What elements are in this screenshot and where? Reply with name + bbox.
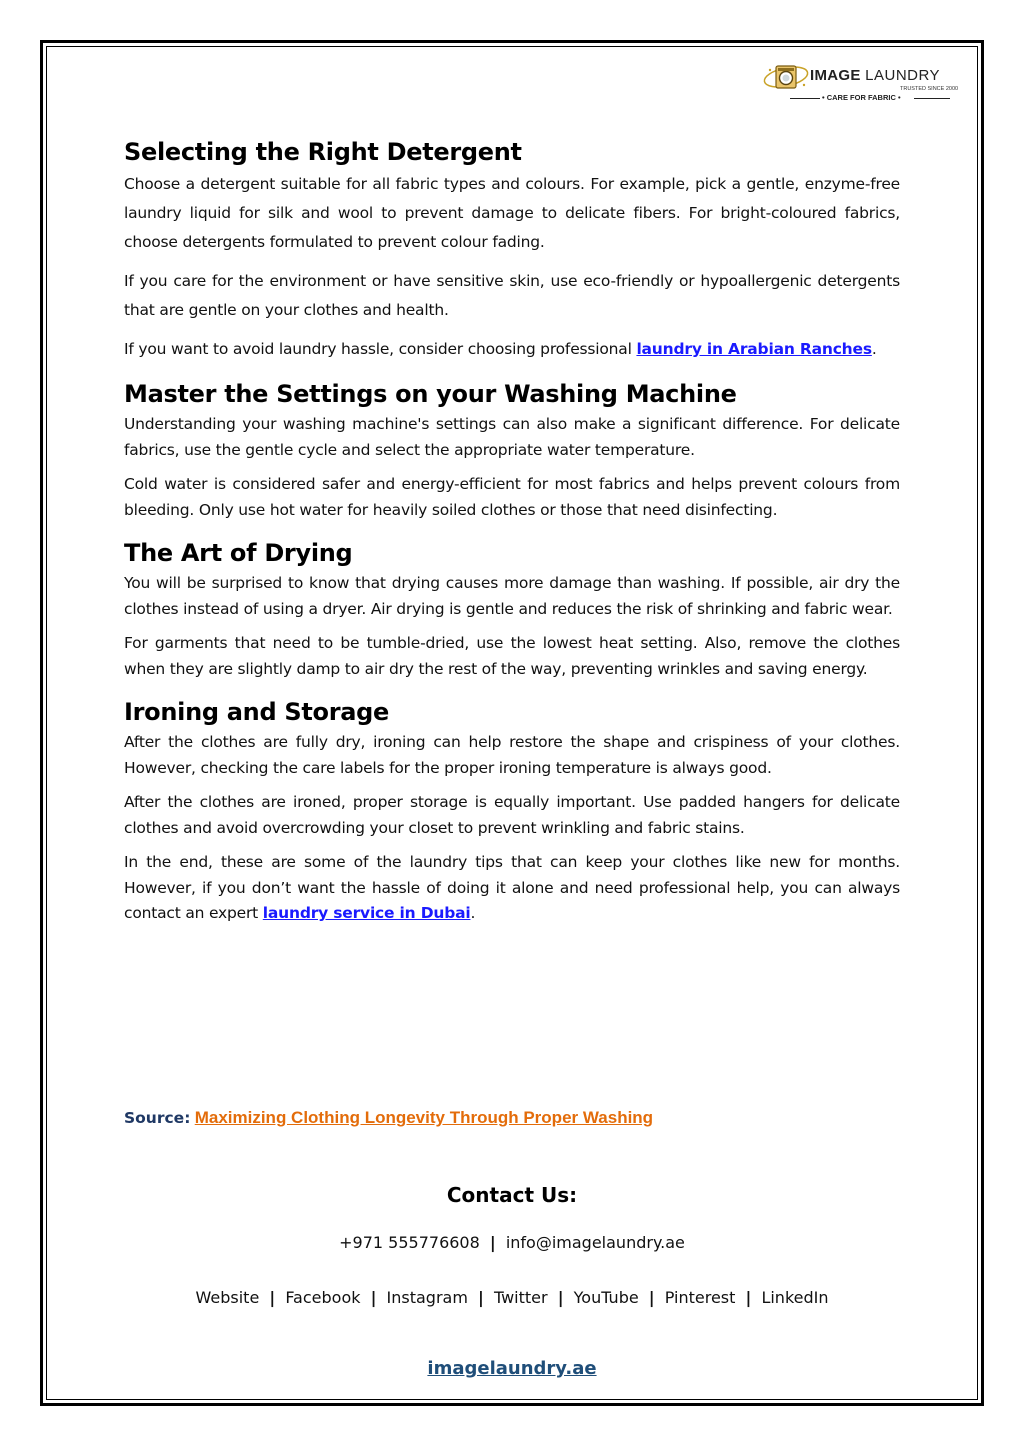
section-heading: Selecting the Right Detergent [124, 138, 522, 166]
laundry-service-dubai-link[interactable]: laundry service in Dubai [262, 904, 471, 922]
logo-brand-word: IMAGE [810, 67, 866, 84]
separator: | [478, 1288, 484, 1307]
twitter-link[interactable]: Twitter [493, 1288, 548, 1307]
pinterest-link[interactable]: Pinterest [664, 1288, 736, 1307]
image-laundry-logo [762, 58, 958, 108]
email-address[interactable]: info@imagelaundry.ae [505, 1233, 685, 1252]
site-url [0, 1358, 1024, 1379]
logo-rule-left [790, 98, 820, 99]
separator: | [557, 1288, 564, 1307]
source-line [124, 1108, 653, 1128]
facebook-link[interactable]: Facebook [285, 1288, 361, 1307]
section-heading: Ironing and Storage [124, 698, 390, 726]
paragraph: Choose a detergent suitable for all fabric types and colours. For example, pick a gentle, enzyme-free laundry liquid for silk and wool to prevent damage to delicate fibers. For bright-coloured fabrics, choose detergents formulated to prevent colour fading. [124, 175, 900, 251]
paragraph-text: . [871, 340, 877, 358]
logo-care-label: CARE FOR FABRIC [826, 93, 896, 102]
section-detergent [124, 134, 900, 364]
paragraph-text: If you want to avoid laundry hassle, consider choosing professional [124, 340, 637, 358]
laundry-arabian-ranches-link[interactable]: laundry in Arabian Ranches [636, 340, 872, 358]
contact-phone-email-line [0, 1233, 1024, 1252]
paragraph: Cold water is considered safer and energy-efficient for most fabrics and helps prevent colours from bleeding. Only use hot water for heavily soiled clothes or those that need disinfecting. [124, 475, 900, 519]
separator: | [489, 1233, 496, 1252]
paragraph-text: . [470, 904, 476, 922]
logo-brand-word: LAUNDRY [865, 67, 941, 84]
paragraph: After the clothes are ironed, proper storage is equally important. Use padded hangers for delicate clothes and avoid overcrowding your closet to prevent wrinkling and fabric stains. [124, 793, 900, 837]
section-heading: The Art of Drying [124, 539, 353, 567]
paragraph-with-link [124, 850, 900, 927]
article-body [124, 134, 900, 936]
linkedin-link[interactable]: LinkedIn [761, 1288, 829, 1307]
section-ironing-storage [124, 694, 900, 927]
section-drying [124, 535, 900, 682]
separator: | [648, 1288, 655, 1307]
logo-brand-text [810, 67, 940, 84]
instagram-link[interactable]: Instagram [386, 1288, 468, 1307]
paragraph: For garments that need to be tumble-dried, use the lowest heat setting. Also, remove the clothes when they are slightly damp to air dry the rest of the way, preventing wrinkles and saving energy. [124, 634, 900, 678]
logo-rule-right [914, 98, 950, 99]
logo-care-text: • CARE FOR FABRIC • [822, 93, 901, 102]
social-links-line [0, 1288, 1024, 1307]
logo-tagline: TRUSTED SINCE 2000 [900, 86, 959, 92]
separator: | [269, 1288, 276, 1307]
paragraph: If you care for the environment or have sensitive skin, use eco-friendly or hypoallergenic detergents that are gentle on your clothes and health. [124, 272, 900, 319]
imagelaundry-site-link[interactable]: imagelaundry.ae [427, 1358, 597, 1379]
section-washing-machine [124, 376, 900, 523]
paragraph: You will be surprised to know that drying causes more damage than washing. If possible, air dry the clothes instead of using a dryer. Air drying is gentle and reduces the risk of shrinking and fabric wear. [124, 574, 900, 618]
youtube-link[interactable]: YouTube [573, 1288, 639, 1307]
paragraph-text: In the end, these are some of the laundry tips that can keep your clothes like new for months. However, if you don’t want the hassle of doing it alone and need professional help, you can always contact an expert [124, 853, 900, 922]
paragraph: Understanding your washing machine's settings can also make a significant difference. For delicate fabrics, use the gentle cycle and select the appropriate water temperature. [124, 415, 900, 459]
washing-machine-emblem-icon [762, 60, 814, 94]
contact-title: Contact Us: [446, 1183, 578, 1207]
source-article-link[interactable]: Maximizing Clothing Longevity Through Proper Washing [194, 1108, 654, 1127]
website-link[interactable]: Website [195, 1288, 260, 1307]
phone-number[interactable]: +971 555776608 [339, 1233, 480, 1252]
paragraph-with-link [124, 335, 900, 364]
separator: | [745, 1288, 752, 1307]
paragraph: After the clothes are fully dry, ironing can help restore the shape and crispiness of your clothes. However, checking the care labels for the proper ironing temperature is always good. [124, 733, 900, 777]
section-heading: Master the Settings on your Washing Machine [124, 380, 737, 408]
separator: | [370, 1288, 377, 1307]
source-label: Source: [124, 1109, 191, 1127]
